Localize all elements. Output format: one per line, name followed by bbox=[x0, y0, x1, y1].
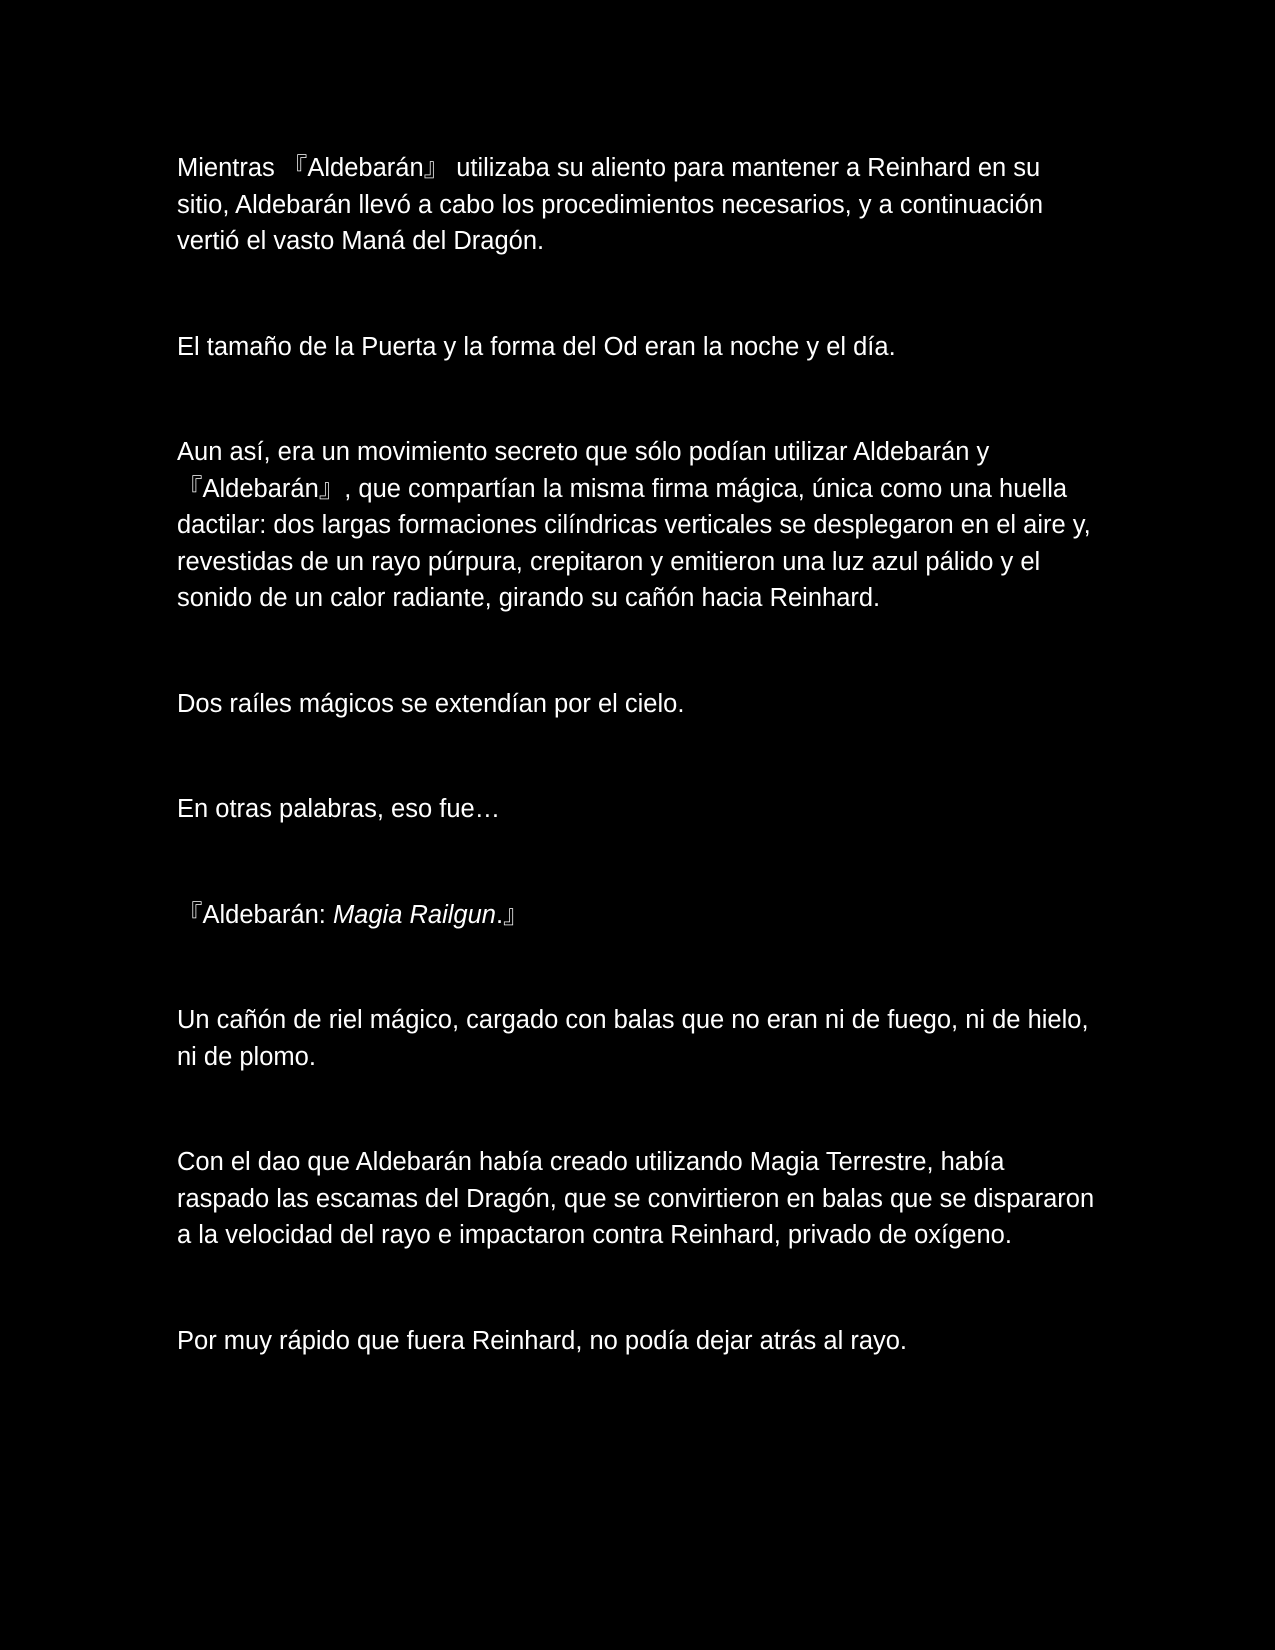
paragraph-gap bbox=[177, 1254, 1097, 1323]
paragraph-9: Por muy rápido que fuera Reinhard, no podía dejar atrás al rayo. bbox=[177, 1326, 908, 1355]
paragraph-gap bbox=[177, 365, 1097, 434]
spell-emphasis: Magia Railgun bbox=[332, 900, 496, 929]
paragraph-6-spell-name bbox=[177, 897, 1097, 934]
spell-suffix: .』 bbox=[495, 900, 529, 929]
spell-prefix: 『Aldebarán: bbox=[177, 900, 333, 929]
paragraph-8: Con el dao que Aldebarán había creado utilizando Magia Terrestre, había raspado las escamas del Dragón, que se convirtieron en balas que se dispararon a la velocidad del rayo e impactaron contra Reinhard, privado de oxígeno. bbox=[177, 1148, 1095, 1249]
paragraph-3: Aun así, era un movimiento secreto que sólo podían utilizar Aldebarán y 『Aldebarán』, que compartían la misma firma mágica, única como una huella dactilar: dos largas formaciones cilíndricas verticales se desplegaron en el aire y, revestidas de un rayo púrpura, crepitaron y emitieron una luz azul pálido y el sonido de un calor radiante, girando su cañón hacia Reinhard. bbox=[177, 438, 1091, 612]
paragraph-gap bbox=[177, 260, 1097, 329]
paragraph-5: En otras palabras, eso fue… bbox=[177, 795, 501, 823]
paragraph-gap bbox=[177, 617, 1097, 686]
paragraph-gap bbox=[177, 828, 1097, 897]
paragraph-1: Mientras 『Aldebarán』 utilizaba su aliento para mantener a Reinhard en su sitio, Aldebarán llevó a cabo los procedimientos necesarios, y a continuación vertió el vasto Maná del Dragón. bbox=[177, 154, 1044, 255]
paragraph-gap bbox=[177, 722, 1097, 791]
paragraph-4: Dos raíles mágicos se extendían por el cielo. bbox=[177, 689, 685, 718]
paragraph-7: Un cañón de riel mágico, cargado con balas que no eran ni de fuego, ni de hielo, ni de plomo. bbox=[177, 1006, 1089, 1071]
text-column bbox=[177, 150, 1097, 1359]
paragraph-2: El tamaño de la Puerta y la forma del Od eran la noche y el día. bbox=[177, 332, 896, 361]
paragraph-gap bbox=[177, 933, 1097, 1002]
paragraph-gap bbox=[177, 1075, 1097, 1144]
